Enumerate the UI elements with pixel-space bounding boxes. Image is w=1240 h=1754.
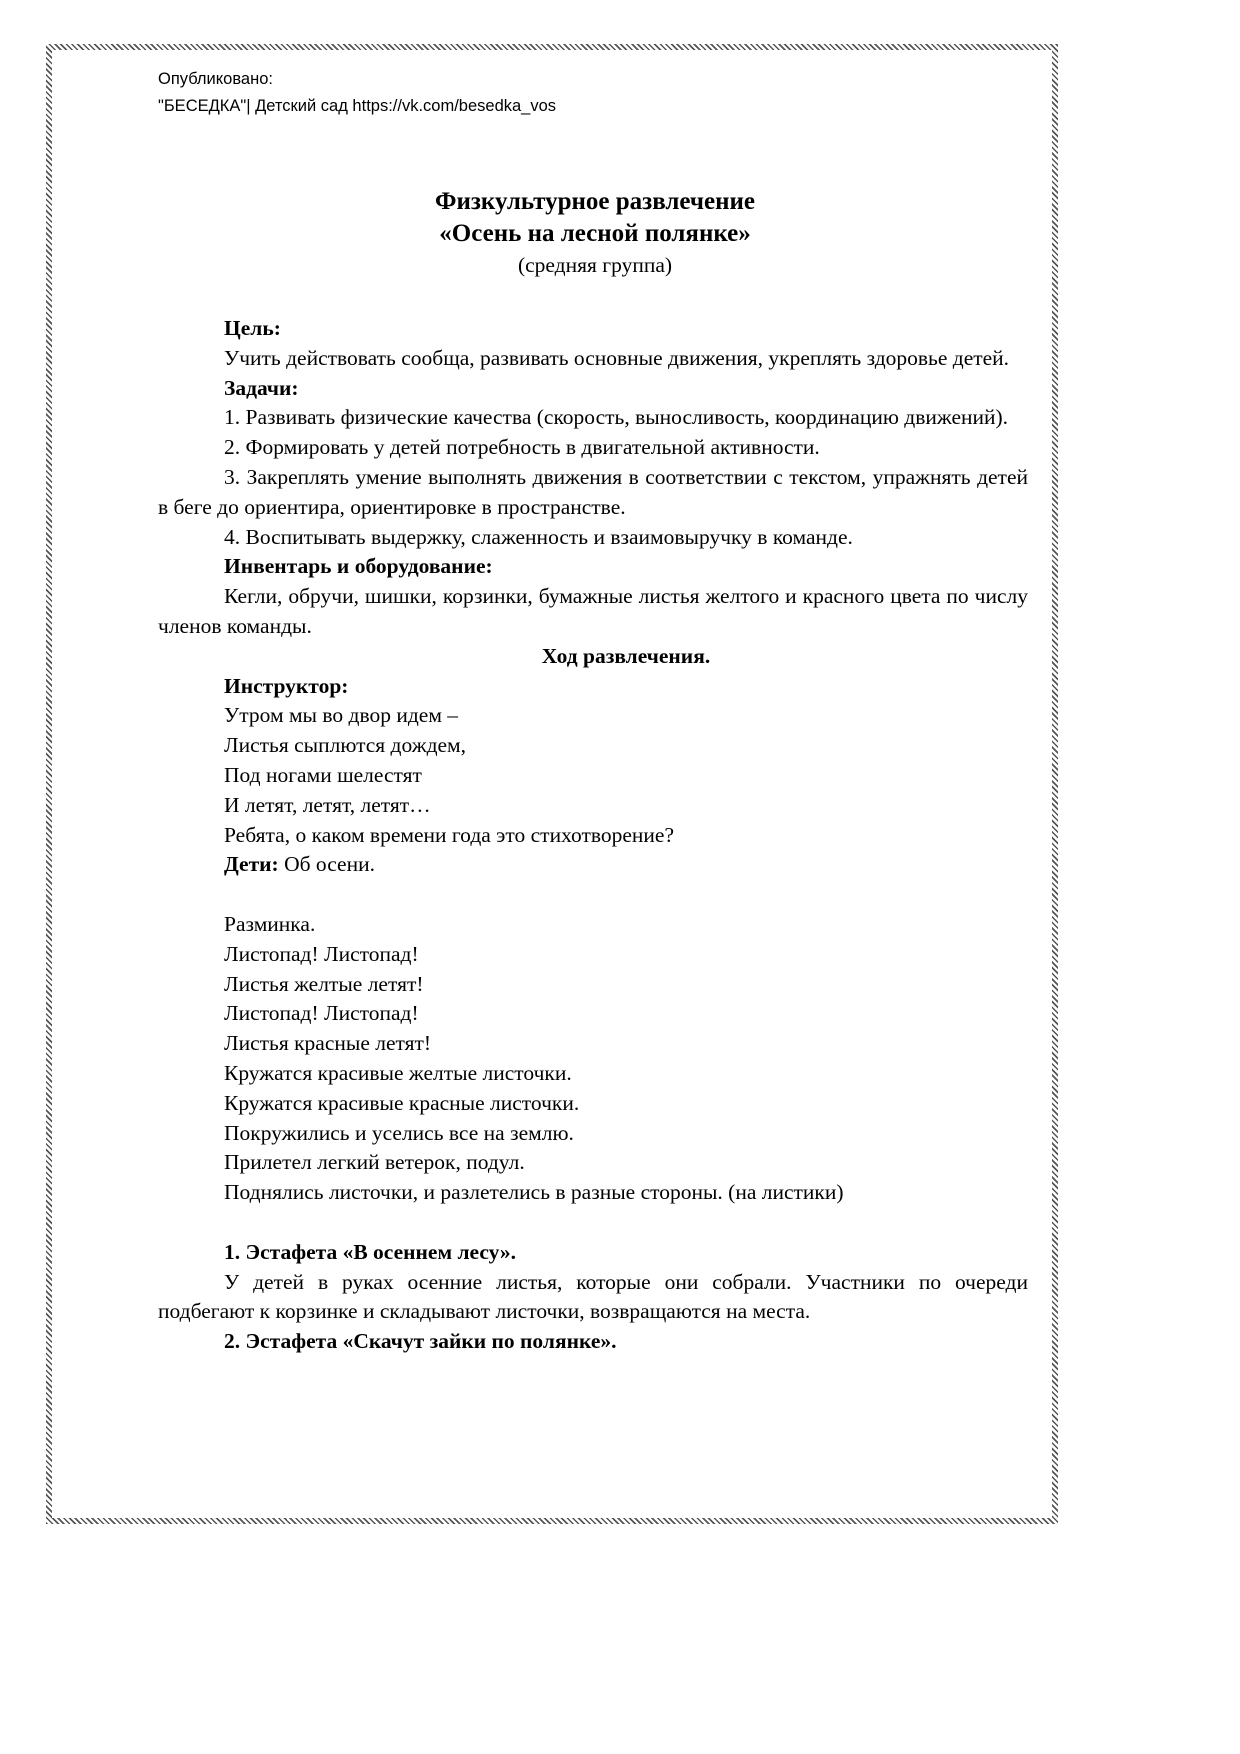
spacer: [158, 880, 1028, 910]
task-item: 4. Воспитывать выдержку, слаженность и взаимовыручку в команде.: [224, 524, 853, 549]
warmup-line: Листья красные летят!: [224, 1031, 432, 1056]
task-item: 3. Закреплять умение выполнять движения в соответствии с текстом, упражнять детей в беге до ориентира, ориентировке в пространстве.: [158, 464, 1028, 519]
document-title: Физкультурное развлечение: [435, 188, 755, 215]
document-body: [158, 314, 1028, 1357]
title-block: [0, 186, 1190, 280]
tasks-heading: Задачи:: [224, 375, 299, 400]
warmup-line: Листопад! Листопад!: [224, 941, 419, 966]
warmup-line: Листья желтые летят!: [224, 971, 424, 996]
poem-line: И летят, летят, летят…: [224, 792, 431, 817]
poem-line: Ребята, о каком времени года это стихотворение?: [224, 822, 675, 847]
poem-line: Листья сыплются дождем,: [224, 733, 467, 758]
warmup-line: Листопад! Листопад!: [224, 1001, 419, 1026]
task-item: 1. Развивать физические качества (скорость, выносливость, координацию движений).: [224, 405, 1009, 430]
children-reply: [158, 850, 1028, 880]
poem-line: Утром мы во двор идем –: [224, 703, 459, 728]
warmup-line: Прилетел легкий ветерок, подул.: [224, 1150, 525, 1175]
spacer: [158, 1208, 1028, 1238]
warmup-line: Разминка.: [224, 911, 316, 936]
goal-text: Учить действовать сообща, развивать основные движения, укреплять здоровье детей.: [224, 345, 1010, 370]
children-label: Дети:: [224, 852, 279, 877]
relay2-heading: 2. Эстафета «Скачут зайки по полянке».: [224, 1329, 617, 1354]
publication-header: [158, 66, 556, 120]
published-label: Опубликовано:: [158, 70, 273, 88]
document-title-quoted: «Осень на лесной полянке»: [439, 220, 751, 247]
warmup-line: Кружатся красивые красные листочки.: [224, 1090, 580, 1115]
document-subtitle: (средняя группа): [517, 253, 673, 277]
warmup-line: Поднялись листочки, и разлетелись в разные стороны. (на листики): [224, 1180, 844, 1205]
relay1-heading: 1. Эстафета «В осеннем лесу».: [224, 1239, 517, 1264]
instructor-label: Инструктор:: [224, 673, 349, 698]
procedure-heading: Ход развлечения.: [541, 643, 711, 668]
equipment-heading: Инвентарь и оборудование:: [224, 554, 493, 579]
children-answer: Об осени.: [278, 852, 375, 877]
warmup-line: Покружились и уселись все на землю.: [224, 1120, 574, 1145]
relay1-text: У детей в руках осенние листья, которые они собрали. Участники по очереди подбегают к корзинке и складывают листочки, возвращаются на места.: [158, 1269, 1028, 1324]
source-line: "БЕСЕДКА"| Детский сад https://vk.com/besedka_vos: [158, 97, 557, 115]
goal-heading: Цель:: [224, 316, 281, 340]
task-item: 2. Формировать у детей потребность в двигательной активности.: [224, 435, 820, 460]
warmup-line: Кружатся красивые желтые листочки.: [224, 1060, 572, 1085]
poem-line: Под ногами шелестят: [224, 762, 422, 787]
equipment-text: Кегли, обручи, шишки, корзинки, бумажные листья желтого и красного цвета по числу членов команды.: [158, 584, 1028, 638]
